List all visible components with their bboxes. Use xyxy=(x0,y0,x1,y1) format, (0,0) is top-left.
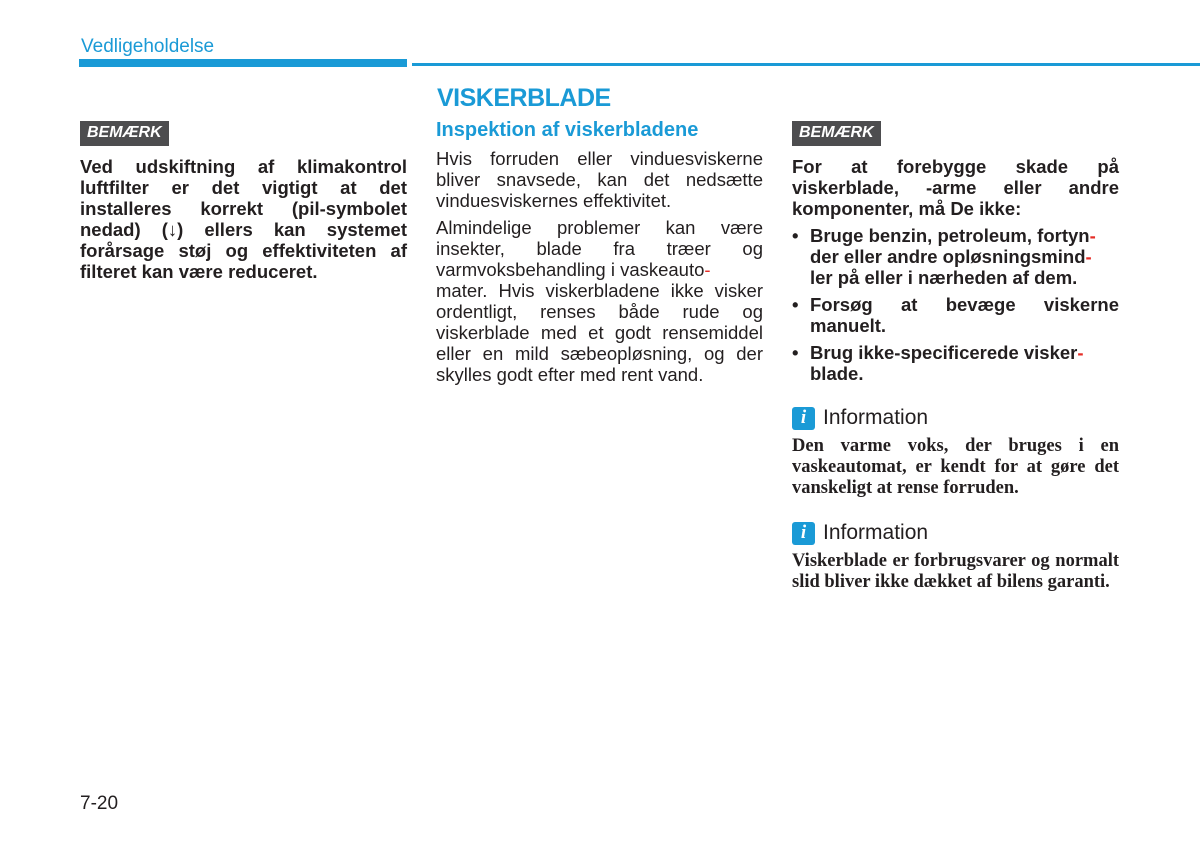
middle-column xyxy=(436,118,763,391)
inspection-subtitle: Inspektion af viskerbladene xyxy=(436,119,699,141)
info-icon: i xyxy=(792,522,815,545)
info-header xyxy=(792,406,1119,430)
list-item xyxy=(792,225,1119,288)
notice-list xyxy=(792,225,1119,384)
section-title: VISKERBLADE xyxy=(437,84,611,112)
list-item-text: blade. xyxy=(810,363,864,384)
hyphen-mark: - xyxy=(1077,342,1084,363)
header-bar-thick xyxy=(79,59,407,67)
list-item-text: ler på eller i nærheden af dem. xyxy=(810,267,1078,288)
list-item-text: Bruge benzin, petroleum, fortyn xyxy=(810,225,1090,246)
hyphen-mark: - xyxy=(1089,225,1096,246)
info-header xyxy=(792,521,1119,545)
list-item xyxy=(792,342,1119,384)
info-icon: i xyxy=(792,407,815,430)
header-bar-thin xyxy=(412,63,1200,66)
notice-badge: BEMÆRK xyxy=(792,121,881,146)
list-item-text: Forsøg at bevæge viskerne manuelt. xyxy=(810,294,1119,336)
inspection-paragraph-2-part2: mater. Hvis viskerbladene ikke visker ordentligt, renses både rude og viskerblade med et godt rensemiddel eller en mild sæbeopløsning, og der skylles godt efter med rent vand. xyxy=(436,280,763,385)
chapter-title: Vedligeholdelse xyxy=(81,36,215,57)
inspection-paragraph-2-part1: Almindelige problemer kan være insekter, blade fra træer og varmvoksbehandling i vaskeauto xyxy=(436,217,763,280)
inspection-paragraph-2 xyxy=(436,217,763,385)
list-item-text: der eller andre opløsningsmind xyxy=(810,246,1086,267)
info-text: Den varme voks, der bruges i en vaskeautomat, er kendt for at gøre det vanskeligt at rense forruden. xyxy=(792,436,1119,498)
hyphen-mark: - xyxy=(1085,246,1092,267)
hyphen-mark: - xyxy=(704,259,711,280)
list-item-text: Brug ikke-specificerede visker xyxy=(810,342,1078,363)
info-text: Viskerblade er forbrugsvarer og normalt slid bliver ikke dækket af bilens garanti. xyxy=(792,551,1119,592)
notice-badge: BEMÆRK xyxy=(80,121,169,146)
inspection-paragraph-1: Hvis forruden eller vinduesviskerne bliver snavsede, kan det nedsætte vinduesviskernes effektivitet. xyxy=(436,148,763,211)
info-title: Information xyxy=(823,406,929,429)
notice-intro: For at forebygge skade på viskerblade, -arme eller andre komponenter, må De ikke: xyxy=(792,156,1119,219)
notice-text: Ved udskiftning af klimakontrol luftfilter er det vigtigt at det installeres korrekt (pil-symbolet nedad) (↓) ellers kan systemet forårsage støj og effektiviteten af filteret kan være reduceret. xyxy=(80,156,407,282)
list-item xyxy=(792,294,1119,336)
right-column xyxy=(792,121,1119,593)
left-column xyxy=(80,121,407,282)
page-number: 7-20 xyxy=(80,793,119,814)
info-title: Information xyxy=(823,521,929,544)
